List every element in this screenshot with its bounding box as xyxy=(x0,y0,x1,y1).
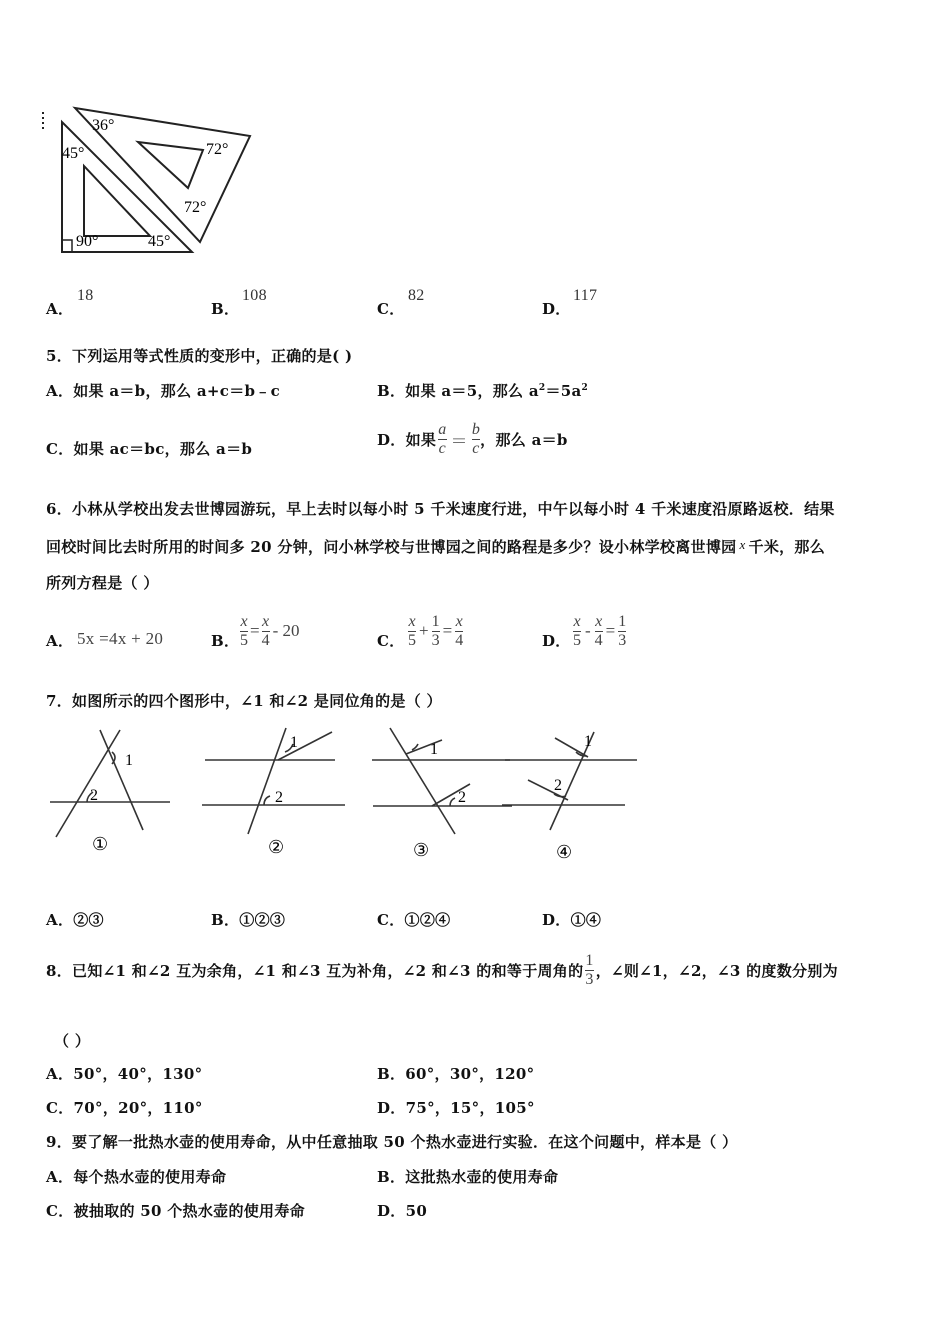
q9-option-a[interactable]: A．每个热水壶的使用寿命 xyxy=(46,1168,227,1186)
angle-2-label: 2 xyxy=(90,787,98,804)
figure-label-1: ① xyxy=(92,834,109,854)
angle-1-label: 1 xyxy=(290,734,298,751)
q6-stem-line1: 6．小林从学校出发去世博园游玩，早上去时以每小时 5 千米速度行进，中午以每小时 4 千米速度沿原路返校．结果 xyxy=(46,500,835,518)
fraction-b-over-c: b c xyxy=(471,420,481,457)
q7-option-a[interactable]: A．②③ xyxy=(46,911,104,929)
q8-stem: 8．已知∠1 和∠2 互为余角，∠1 和∠3 互为补角，∠2 和∠3 的和等于周角的 1 3 ，∠则∠1，∠2，∠3 的度数分别为 xyxy=(46,951,838,988)
q8-option-a[interactable]: A．50°，40°，130° xyxy=(46,1065,203,1083)
q6-option-c-label[interactable]: C． xyxy=(377,632,405,650)
q5-option-b[interactable]: B．如果 a＝5，那么 $a^2=5a^2$ xyxy=(377,382,589,400)
q4-option-d-value: 117 xyxy=(573,287,598,304)
q6-option-d-expr: x 5 - x 4 = 1 3 xyxy=(573,612,627,649)
q4-option-c-value: 82 xyxy=(408,287,425,304)
q5-option-d[interactable]: D．如果 a c ＝ b c ，那么 a＝b xyxy=(377,420,568,457)
angle-label: 90° xyxy=(76,233,99,250)
angle-figures-diagram xyxy=(40,722,650,872)
q4-option-b[interactable]: B． xyxy=(211,300,240,318)
q6-stem-line2: 回校时间比去时所用的时间多 20 分钟，问小林学校与世博园之间的路程是多少？设小林学校离世博园 x 千米，那么 xyxy=(46,537,826,556)
figure-label-2: ② xyxy=(268,837,285,857)
q4-option-b-value: 108 xyxy=(242,287,267,304)
q9-stem: 9．要了解一批热水壶的使用寿命，从中任意抽取 50 个热水壶进行实验．在这个问题中，样本是（ ） xyxy=(46,1133,738,1151)
q5-stem: 5．下列运用等式性质的变形中，正确的是( ) xyxy=(46,347,353,365)
q4-option-c[interactable]: C． xyxy=(377,300,405,318)
q6-option-c-expr: x 5 + 1 3 = x 4 xyxy=(408,612,464,649)
q5-option-a[interactable]: A．如果 a＝b，那么 a+c＝b﹣c xyxy=(46,382,281,400)
q8-option-d[interactable]: D．75°，15°，105° xyxy=(377,1099,535,1117)
angle-2-label: 2 xyxy=(458,789,466,806)
q4-option-a[interactable]: A． xyxy=(46,300,74,318)
q5-option-c[interactable]: C．如果 ac＝bc，那么 a＝b xyxy=(46,440,253,458)
q6-option-b-label[interactable]: B． xyxy=(211,632,240,650)
angle-2-label: 2 xyxy=(275,789,283,806)
q6-option-a-label[interactable]: A． xyxy=(46,632,74,650)
angle-label: 45° xyxy=(62,145,85,162)
q9-option-b[interactable]: B．这批热水壶的使用寿命 xyxy=(377,1168,559,1186)
q6-stem-line3: 所列方程是（ ） xyxy=(46,574,159,592)
q8-answer-paren: （ ） xyxy=(54,1032,91,1050)
q8-option-c[interactable]: C．70°，20°，110° xyxy=(46,1099,203,1117)
q6-option-a-expr: 5x =4x + 20 xyxy=(77,629,164,648)
angle-1-label: 1 xyxy=(584,733,592,750)
q7-figures xyxy=(40,722,650,872)
fraction-one-third: 1 3 xyxy=(585,951,594,988)
figure-label-3: ③ xyxy=(413,840,430,860)
triangle-72-inner xyxy=(138,142,203,188)
angle-1-label: 1 xyxy=(125,752,133,769)
angle-label: 45° xyxy=(148,233,171,250)
q4-option-d[interactable]: D． xyxy=(542,300,571,318)
figure-label-4: ④ xyxy=(556,842,573,862)
q4-figure xyxy=(40,100,270,260)
angle-label: 72° xyxy=(184,199,207,216)
q7-option-b[interactable]: B．①②③ xyxy=(211,911,286,929)
q9-option-c[interactable]: C．被抽取的 50 个热水壶的使用寿命 xyxy=(46,1202,305,1220)
q6-option-b-expr: x 5 = x 4 - 20 xyxy=(240,612,300,649)
angle-2-label: 2 xyxy=(554,777,562,794)
q8-option-b[interactable]: B．60°，30°，120° xyxy=(377,1065,535,1083)
angle-1-label: 1 xyxy=(430,741,438,758)
angle-label: 36° xyxy=(92,117,115,134)
q4-option-a-value: 18 xyxy=(77,287,94,304)
q6-option-d-label[interactable]: D． xyxy=(542,632,571,650)
angle-label: 72° xyxy=(206,141,229,158)
q7-option-c[interactable]: C．①②④ xyxy=(377,911,451,929)
q7-stem: 7．如图所示的四个图形中，∠1 和∠2 是同位角的是（ ） xyxy=(46,692,442,710)
fraction-a-over-c: a c xyxy=(438,420,447,457)
set-squares-diagram xyxy=(40,100,270,260)
q7-option-d[interactable]: D．①④ xyxy=(542,911,602,929)
q9-option-d[interactable]: D．50 xyxy=(377,1202,428,1220)
